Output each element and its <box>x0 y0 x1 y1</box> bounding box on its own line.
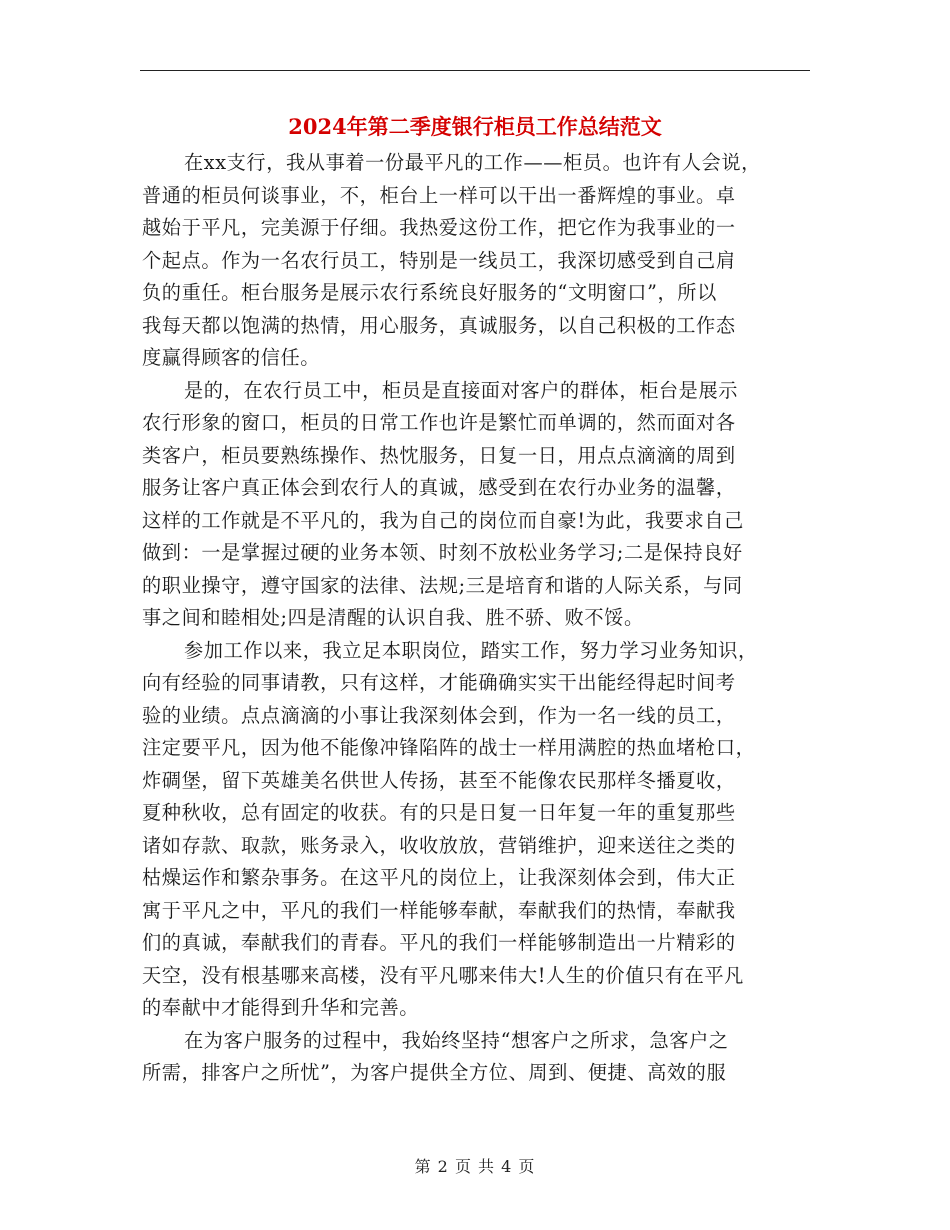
text-line: 做到：一是掌握过硬的业务本领、时刻不放松业务学习;二是保持良好 <box>142 541 743 564</box>
text-line: 普通的柜员何谈事业，不，柜台上一样可以干出一番辉煌的事业。卓 <box>142 183 736 207</box>
text-line: 寓于平凡之中，平凡的我们一样能够奉献，奉献我们的热情，奉献我 <box>142 898 736 922</box>
text-line: 越始于平凡，完美源于仔细。我热爱这份工作，把它作为我事业的一 <box>142 216 736 239</box>
text-line: 是的，在农行员工中，柜员是直接面对客户的群体，柜台是展示 <box>184 378 739 402</box>
text-line: 负的重任。柜台服务是展示农行系统良好服务的“文明窗口”，所以 <box>142 281 717 304</box>
text-line: 夏种秋收，总有固定的收获。有的只是日复一日年复一年的重复那些 <box>142 801 736 824</box>
text-line: 农行形象的窗口，柜员的日常工作也许是繁忙而单调的，然而面对各 <box>142 411 736 434</box>
text-line: 注定要平凡，因为他不能像冲锋陷阵的战士一样用满腔的热血堵枪口， <box>142 736 756 759</box>
text-line: 个起点。作为一名农行员工，特别是一线员工，我深切感受到自己肩 <box>142 248 736 272</box>
document-title: 2024年第二季度银行柜员工作总结范文 <box>288 114 662 139</box>
text-line: 所需，排客户之所忧”，为客户提供全方位、周到、便捷、高效的服 <box>142 1061 727 1084</box>
text-line: 天空，没有根基哪来高楼，没有平凡哪来伟大!人生的价值只有在平凡 <box>142 963 744 987</box>
document-body <box>142 147 812 1090</box>
text-line: 这样的工作就是不平凡的，我为自己的岗位而自豪!为此，我要求自己 <box>142 508 744 532</box>
header-rule <box>140 70 810 71</box>
text-line: 事之间和睦相处;四是清醒的认识自我、胜不骄、败不馁。 <box>142 606 644 629</box>
text-line: 服务让客户真正体会到农行人的真诚，感受到在农行办业务的温馨， <box>142 476 736 499</box>
text-line: 的奉献中才能得到升华和完善。 <box>142 996 420 1019</box>
text-line: 诸如存款、取款，账务录入，收收放放，营销维护，迎来送往之类的 <box>142 833 736 857</box>
text-line: 在xx支行，我从事着一份最平凡的工作——柜员。也许有人会说， <box>184 151 761 174</box>
text-line: 枯燥运作和繁杂事务。在这平凡的岗位上，让我深刻体会到，伟大正 <box>142 866 736 889</box>
text-line: 的职业操守，遵守国家的法律、法规;三是培育和谐的人际关系，与同 <box>142 573 743 597</box>
text-line: 向有经验的同事请教，只有这样，才能确确实实干出能经得起时间考 <box>142 671 736 694</box>
paragraph-4 <box>142 1025 812 1090</box>
text-line: 在为客户服务的过程中，我始终坚持“想客户之所求，急客户之 <box>184 1028 729 1052</box>
text-line: 验的业绩。点点滴滴的小事让我深刻体会到，作为一名一线的员工， <box>142 703 736 727</box>
paragraph-2 <box>142 375 812 635</box>
text-line: 我每天都以饱满的热情，用心服务，真诚服务，以自己积极的工作态 <box>142 313 736 337</box>
paragraph-3 <box>142 635 812 1025</box>
text-line: 类客户，柜员要熟练操作、热忱服务，日复一日，用点点滴滴的周到 <box>142 443 736 467</box>
page-number-footer: 第 2 页 共 4 页 <box>414 1157 536 1176</box>
text-line: 炸碉堡，留下英雄美名供世人传扬，甚至不能像农民那样冬播夏收， <box>142 768 736 792</box>
text-line: 度赢得顾客的信任。 <box>142 346 321 369</box>
paragraph-1 <box>142 147 812 375</box>
text-line: 参加工作以来，我立足本职岗位，踏实工作，努力学习业务知识， <box>184 638 758 662</box>
text-line: 们的真诚，奉献我们的青春。平凡的我们一样能够制造出一片精彩的 <box>142 931 736 954</box>
